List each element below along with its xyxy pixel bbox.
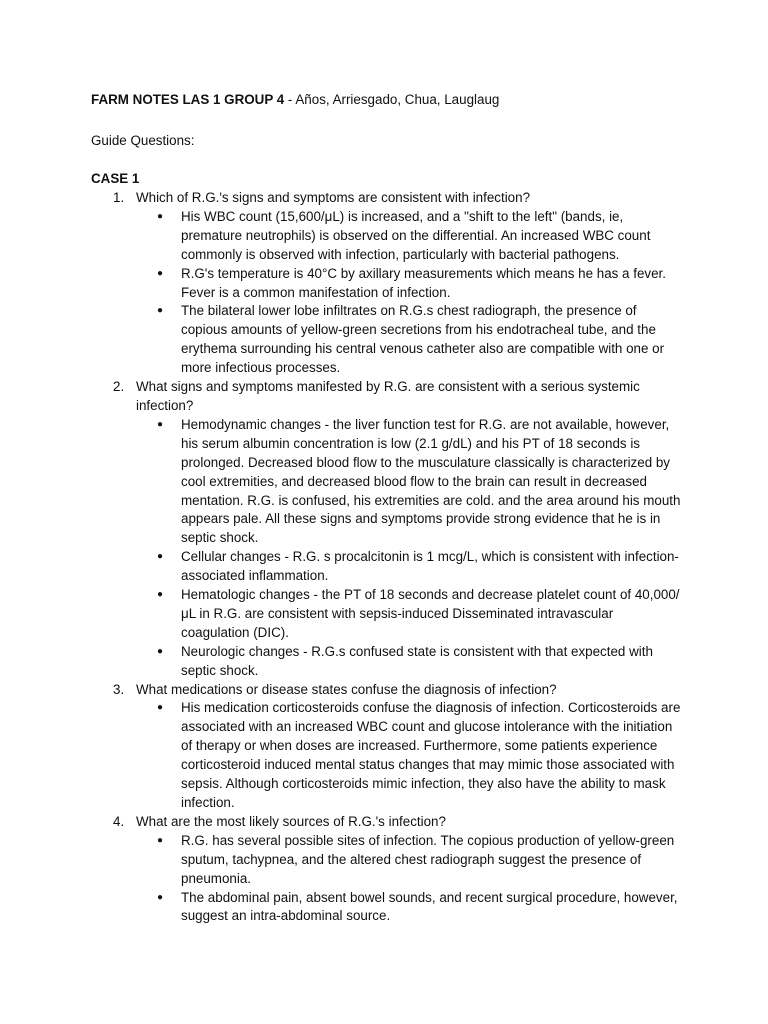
question-list (91, 189, 691, 926)
answer-list (136, 416, 691, 681)
question-text: What are the most likely sources of R.G.'s infection? (136, 813, 446, 829)
question-item (91, 813, 691, 926)
answer-text: Hematologic changes - the PT of 18 seconds and decrease platelet count of 40,000/μL in R.G. are consistent with sepsis-induced Disseminated intravascular coagulation (DIC). (181, 587, 680, 640)
bullet-icon: ● (157, 210, 164, 222)
bullet-icon: ● (157, 589, 164, 601)
answer-text: Neurologic changes - R.G.s confused state is consistent with that expected with septic shock. (181, 643, 653, 678)
title-bold-part: FARM NOTES LAS 1 GROUP 4 (91, 92, 285, 107)
answer-item (136, 586, 691, 643)
question-number: 4. (113, 813, 125, 829)
bullet-icon: ● (157, 645, 164, 657)
answer-text: R.G. has several possible sites of infection. The copious production of yellow-green sputum, tachypnea, and the altered chest radiograph suggest the presence of pneumonia. (181, 832, 675, 886)
bullet-icon: ● (157, 418, 164, 430)
bullet-icon: ● (157, 305, 164, 317)
document-page (91, 91, 691, 926)
answer-text: Cellular changes - R.G. s procalcitonin is 1 mcg/L, which is consistent with infection-associated inflammation. (181, 549, 679, 584)
answer-item (136, 889, 691, 927)
answer-item (136, 548, 691, 586)
answer-text: R.G's temperature is 40°C by axillary measurements which means he has a fever. Fever is a common manifestation of infection. (181, 265, 666, 300)
answer-item (136, 302, 691, 378)
answer-text: Hemodynamic changes - the liver function test for R.G. are not available, however, his serum albumin concentration is low (2.1 g/dL) and his PT of 18 seconds is prolonged. Decreased blood flow to the musculature classically is characterized by cool extremities, and decreased blood flow to the brain can result in decreased mentation. R.G. is confused, his extremities are cold. and the area around his mouth appears pale. All these signs and symptoms provide strong evidence that he is in septic shock. (181, 416, 681, 546)
answer-list (136, 208, 691, 378)
question-number: 3. (113, 681, 125, 697)
answer-item (136, 416, 691, 548)
answer-text: His medication corticosteroids confuse the diagnosis of infection. Corticosteroids are associated with an increased WBC count and glucose intolerance with the initiation of therapy or when doses are increased. Furthermore, some patients experience corticosteroid induced mental status changes that may mimic those associated with sepsis. Although corticosteroids mimic infection, they also have the ability to mask infection. (181, 700, 681, 810)
question-number: 1. (113, 190, 125, 205)
guide-questions-label: Guide Questions: (91, 133, 195, 148)
answer-item (136, 643, 691, 681)
title-authors: - Años, Arriesgado, Chua, Lauglaug (284, 92, 500, 107)
bullet-icon: ● (157, 702, 164, 714)
bullet-icon: ● (157, 551, 164, 563)
question-item (91, 681, 691, 813)
answer-item (136, 832, 691, 889)
question-text: What signs and symptoms manifested by R.G. are consistent with a serious systemic infection? (136, 379, 640, 413)
question-text: What medications or disease states confuse the diagnosis of infection? (136, 681, 557, 697)
answer-item (136, 208, 691, 265)
answer-text: His WBC count (15,600/μL) is increased, and a "shift to the left" (bands, ie, premature neutrophils) is observed on the differential. An increased WBC count commonly is observed with infection, particularly with bacterial pathogens. (181, 208, 651, 262)
answer-item (136, 265, 691, 303)
document-title (91, 91, 691, 110)
answer-list (136, 699, 691, 812)
question-number: 2. (113, 379, 125, 395)
question-item (91, 378, 691, 681)
question-text: Which of R.G.'s signs and symptoms are consistent with infection? (136, 190, 531, 205)
bullet-icon: ● (157, 891, 164, 903)
answer-text: The bilateral lower lobe infiltrates on R.G.s chest radiograph, the presence of copious amounts of yellow-green secretions from his endotracheal tube, and the erythema surrounding his central venous catheter also are compatible with one or more infectious processes. (181, 303, 665, 376)
bullet-icon: ● (157, 267, 164, 279)
question-item (91, 189, 691, 378)
answer-list (136, 832, 691, 927)
answer-item (136, 699, 691, 812)
bullet-icon: ● (157, 834, 164, 846)
case-heading: CASE 1 (91, 171, 140, 186)
answer-text: The abdominal pain, absent bowel sounds, and recent surgical procedure, however, suggest an intra-abdominal source. (181, 889, 678, 924)
